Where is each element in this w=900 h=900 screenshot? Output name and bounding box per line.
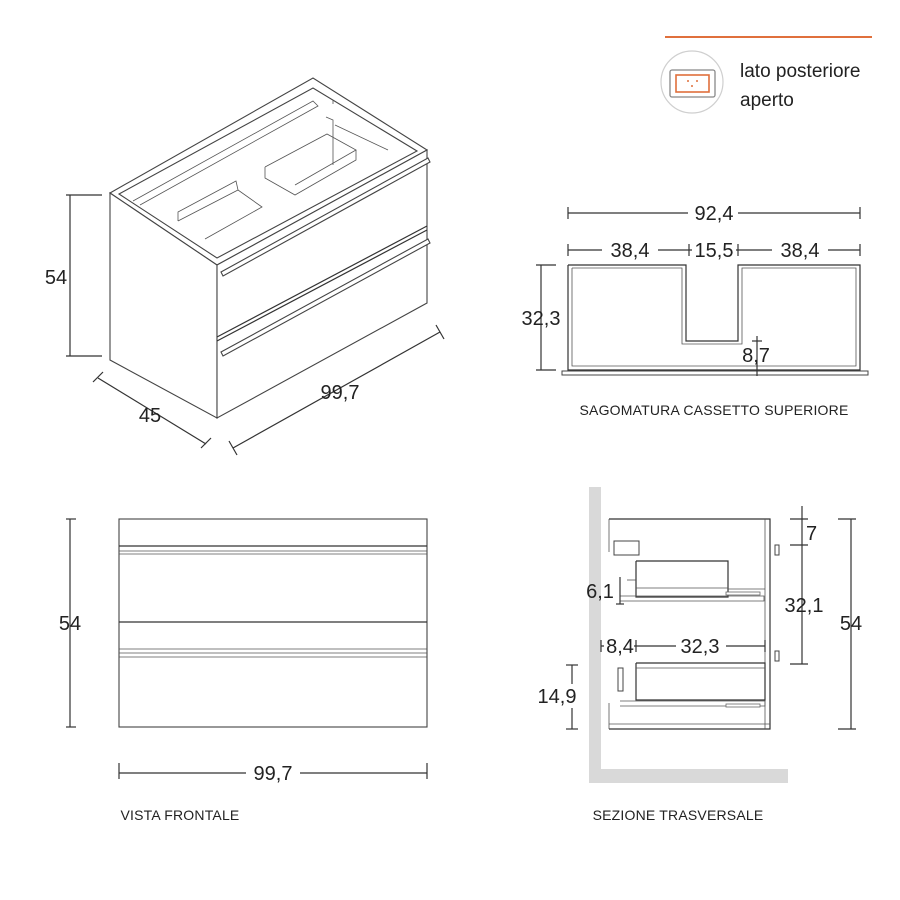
dim-drawer-height-label: 32,3 — [521, 308, 561, 330]
dim-front-height-label: 54 — [58, 613, 82, 635]
dim-sub-widths — [568, 238, 860, 262]
dim-right-width-label: 38,4 — [780, 240, 820, 262]
dim-drawer-depth-label: 32,3 — [680, 636, 720, 658]
dim-lower-offset-label: 8,4 — [606, 636, 634, 658]
dim-top-gap — [790, 506, 817, 545]
dim-notch-bottom-label: 8,7 — [742, 345, 770, 367]
dim-notch-width-label: 15,5 — [694, 240, 734, 262]
legend — [661, 37, 872, 113]
dim-top-gap-label: 7 — [806, 523, 818, 545]
drawer-outline — [562, 265, 868, 375]
dim-upper-offset-label: 6,1 — [586, 581, 614, 603]
dim-front-width — [119, 760, 427, 786]
perspective-view — [45, 78, 444, 455]
cross-section-caption: SEZIONE TRASVERSALE — [592, 807, 764, 823]
dim-drawer-span — [785, 545, 824, 664]
cabinet-perspective — [110, 78, 430, 418]
front-view-caption: VISTA FRONTALE — [120, 807, 240, 823]
dim-total-width — [568, 200, 860, 226]
dim-depth-label: 45 — [138, 405, 162, 427]
front-view — [59, 519, 427, 823]
dim-height-54 — [45, 195, 102, 356]
dim-height-label: 54 — [44, 267, 68, 289]
legend-text-line2: aperto — [740, 90, 794, 111]
dim-total-height-label: 54 — [839, 613, 863, 635]
dim-front-height — [59, 519, 81, 727]
dim-total-height — [838, 519, 862, 729]
cross-section-view — [535, 487, 862, 823]
drawer-cut-view — [522, 200, 868, 418]
dim-drawer-span-label: 32,1 — [784, 595, 824, 617]
dim-lower-offset-depth — [601, 634, 765, 658]
dim-floor-height-label: 14,9 — [537, 686, 577, 708]
cabinet-front — [119, 519, 427, 727]
dim-upper-offset — [586, 577, 624, 604]
legend-text-line1: lato posteriore — [740, 61, 861, 82]
dim-floor-height — [535, 665, 581, 729]
dim-front-width-label: 99,7 — [253, 763, 293, 785]
dim-total-width-label: 92,4 — [694, 203, 734, 225]
drawer-cut-caption: SAGOMATURA CASSETTO SUPERIORE — [579, 402, 849, 418]
open-back-cabinet-icon — [661, 51, 723, 113]
dim-left-width-label: 38,4 — [610, 240, 650, 262]
dim-drawer-height — [522, 265, 561, 370]
cabinet-section — [609, 519, 779, 729]
dim-width-label: 99,7 — [320, 382, 360, 404]
